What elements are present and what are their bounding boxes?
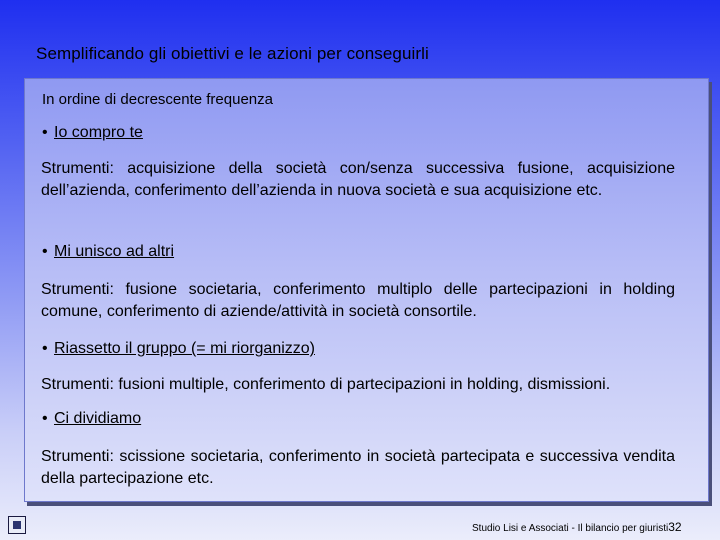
- slide-subtitle: In ordine di decrescente frequenza: [42, 91, 273, 108]
- bullet-icon: •: [42, 340, 48, 357]
- section-heading-riassetto: [42, 340, 315, 358]
- section-label: Riassetto il gruppo (= mi riorganizzo): [54, 340, 315, 357]
- bullet-icon: •: [42, 410, 48, 427]
- section-text: Strumenti: scissione societaria, conferimento in società partecipata e successiva vendita della partecipazione etc.: [41, 448, 675, 487]
- slide-footer: [472, 520, 682, 534]
- section-heading-ci-dividiamo: [42, 410, 141, 428]
- section-text: Strumenti: acquisizione della società con/senza successiva fusione, acquisizione dell’azienda, conferimento dell’azienda in nuova società e sua acquisizione etc.: [41, 160, 675, 199]
- section-label: Io compro te: [54, 124, 143, 141]
- footer-text: Studio Lisi e Associati - Il bilancio per giuristi: [472, 523, 669, 534]
- slide-title: Semplificando gli obiettivi e le azioni per conseguirli: [36, 44, 429, 63]
- studio-logo-icon: [8, 516, 26, 534]
- section-text: Strumenti: fusione societaria, conferimento multiplo delle partecipazioni in holding comune, conferimento di aziende/attività in società consortile.: [41, 281, 675, 320]
- bullet-icon: •: [42, 243, 48, 260]
- page-number: 32: [668, 520, 682, 534]
- bullet-icon: •: [42, 124, 48, 141]
- section-text: Strumenti: fusioni multiple, conferimento di partecipazioni in holding, dismissioni.: [41, 376, 611, 393]
- section-heading-io-compro-te: [42, 124, 143, 142]
- section-label: Ci dividiamo: [54, 410, 142, 427]
- section-heading-mi-unisco: [42, 243, 174, 261]
- section-label: Mi unisco ad altri: [54, 243, 175, 260]
